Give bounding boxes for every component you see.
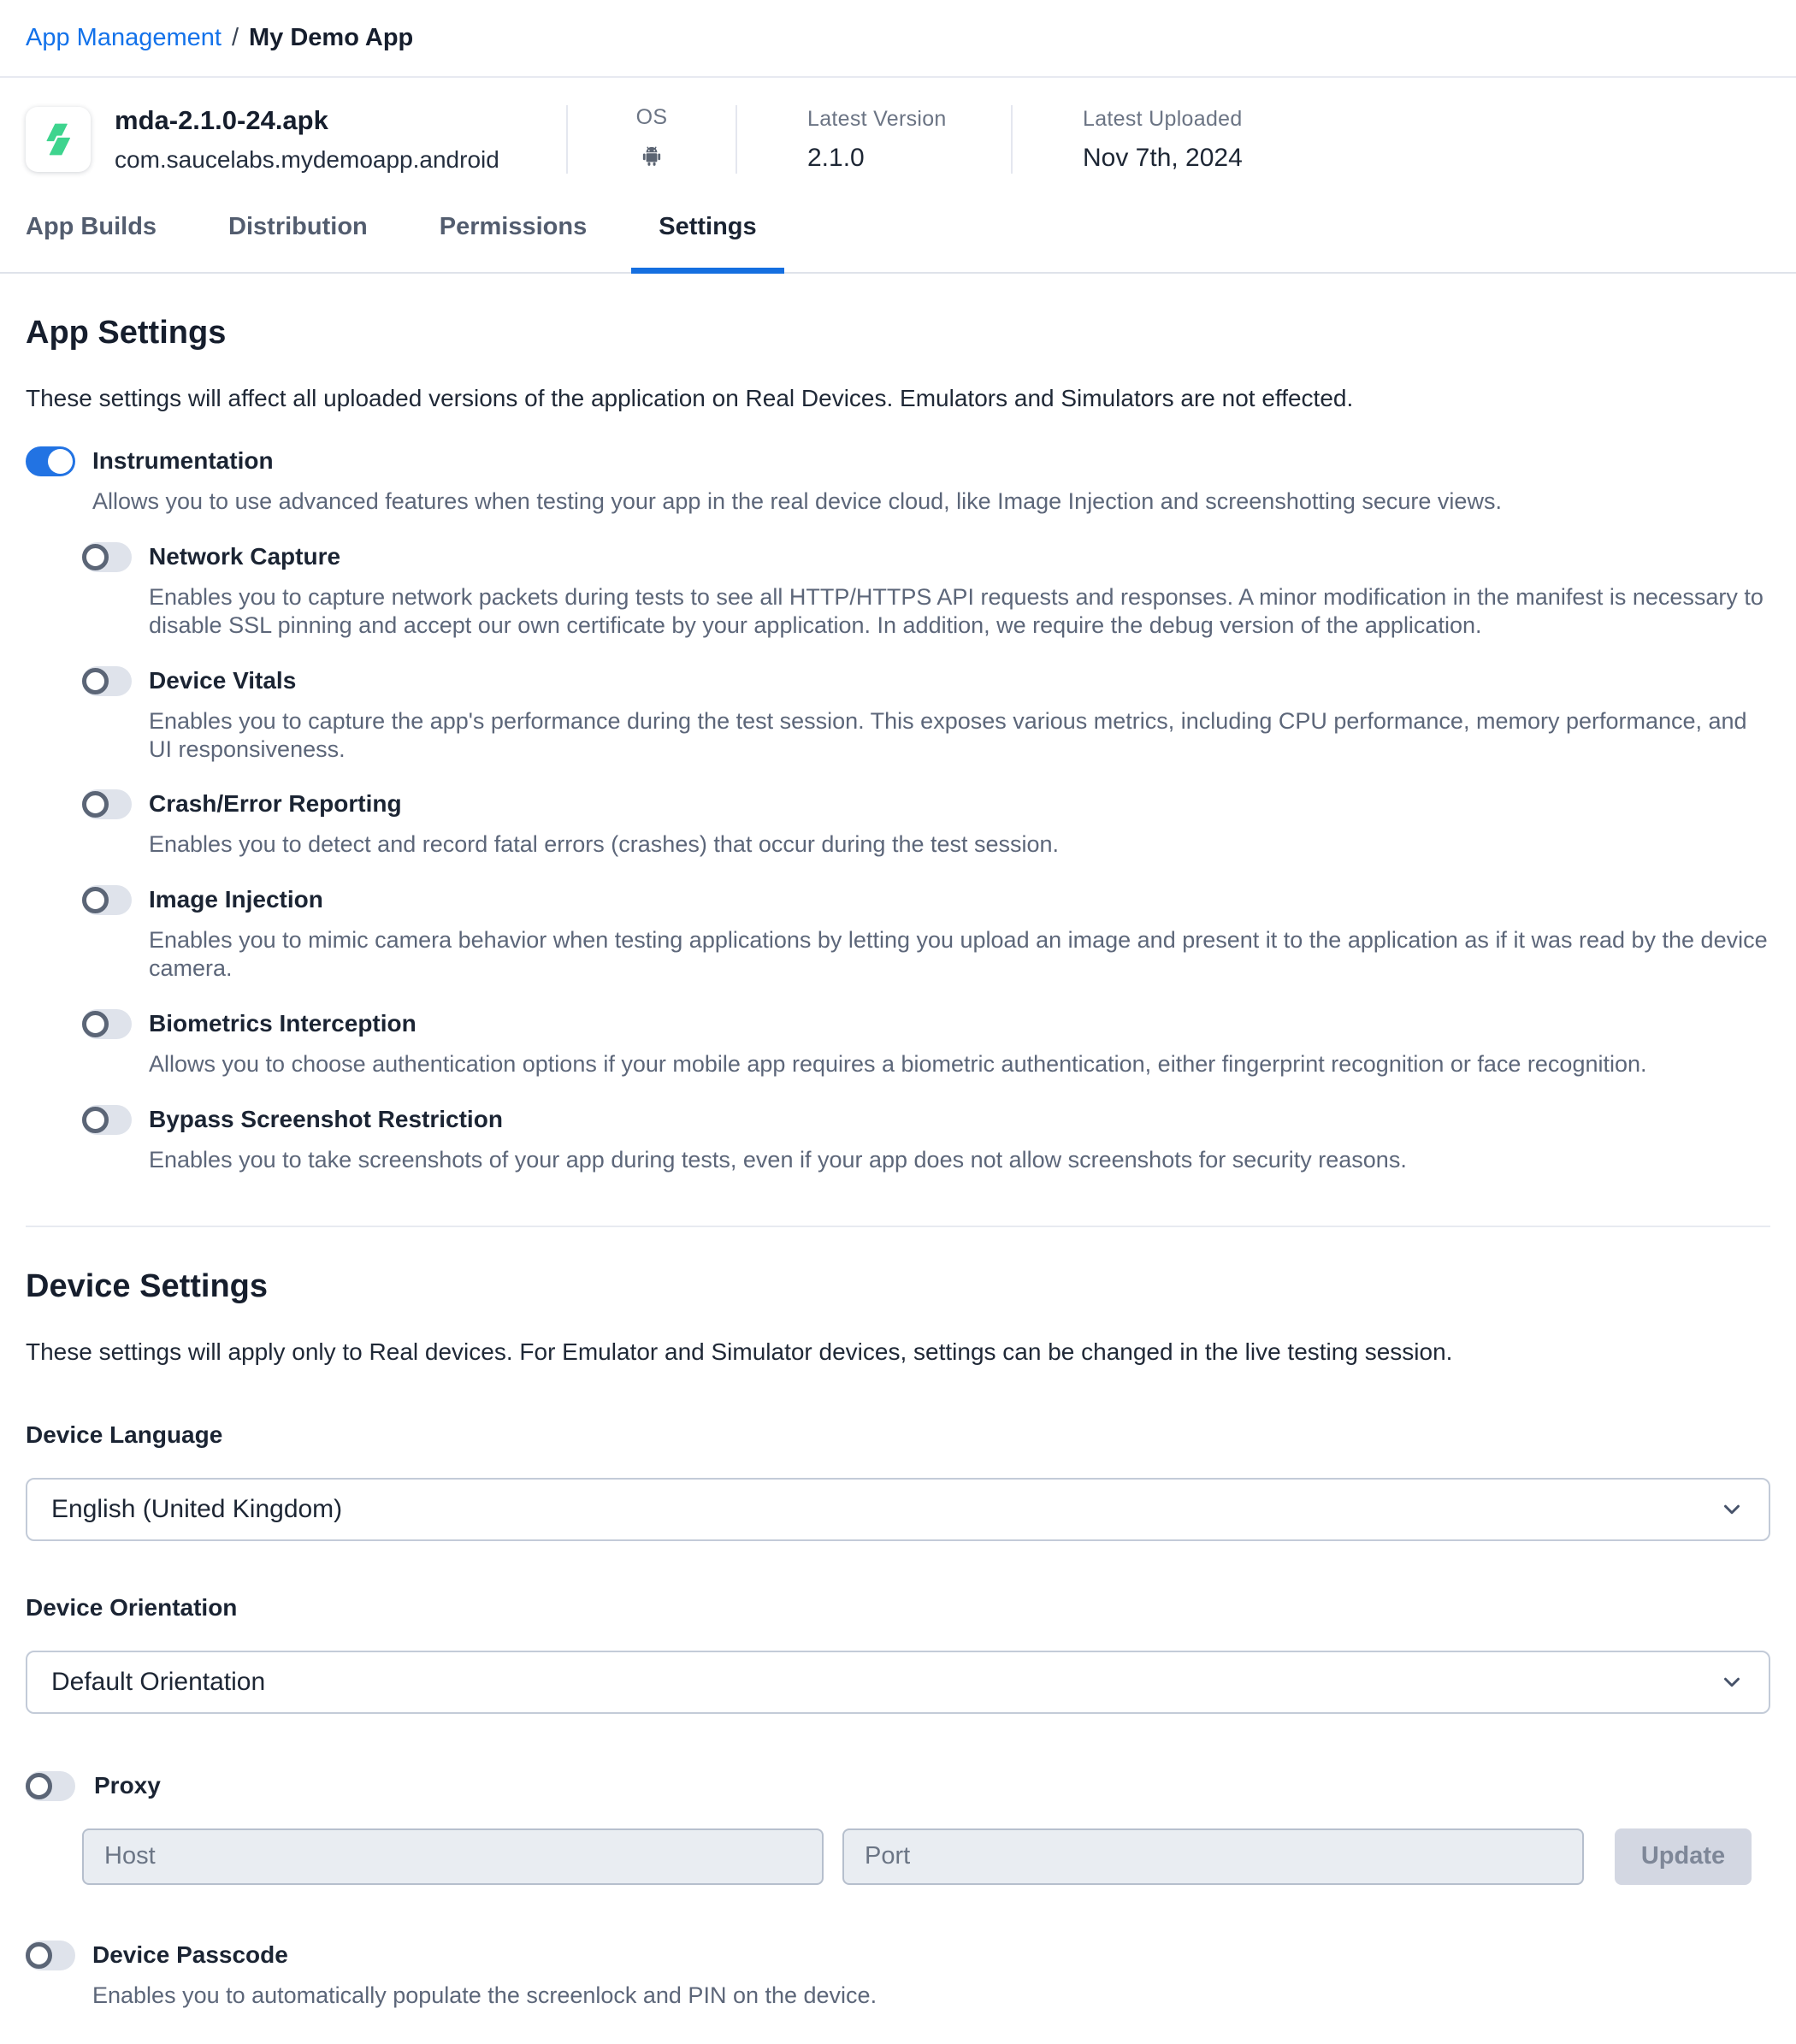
bypass-screenshot-restriction-description: Enables you to take screenshots of your app during tests, even if your app does not allow screenshots for security reasons. <box>149 1147 1407 1173</box>
device-settings-description: These settings will apply only to Real devices. For Emulator and Simulator devices, settings can be changed in the live testing session. <box>26 1338 1453 1366</box>
latest-version-value: 2.1.0 <box>807 143 865 172</box>
android-icon <box>638 142 665 174</box>
tab-bar <box>0 201 1796 274</box>
app-settings-title: App Settings <box>26 315 227 351</box>
toggle-knob <box>82 1107 109 1133</box>
toggle-knob <box>26 1773 52 1799</box>
device-passcode-toggle[interactable] <box>26 1941 75 1970</box>
instrumentation-description: Allows you to use advanced features when testing your app in the real device cloud, like Image Injection and screenshotting secure views. <box>92 487 1502 514</box>
breadcrumb-separator: / <box>231 24 239 51</box>
setting-crash-error-reporting <box>82 789 1770 859</box>
device-language-label: Device Language <box>26 1421 223 1448</box>
network-capture-toggle[interactable] <box>82 542 132 572</box>
instrumentation-toggle[interactable] <box>26 446 75 476</box>
device-passcode-label: Device Passcode <box>92 1941 288 1968</box>
proxy-inputs <box>82 1828 1752 1885</box>
crash-error-reporting-description: Enables you to detect and record fatal errors (crashes) that occur during the test session. <box>149 831 1060 858</box>
proxy-port-input[interactable] <box>842 1828 1584 1885</box>
crash-error-reporting-label: Crash/Error Reporting <box>149 790 402 818</box>
section-divider <box>26 1226 1770 1227</box>
os-label: OS <box>635 105 668 129</box>
toggle-knob <box>82 887 109 913</box>
network-capture-description: Enables you to capture network packets during tests to see all HTTP/HTTPS API requests and responses. A minor modification in the manifest is necessary to disable SSL pinning and accept our own certificate by your application. In addition, we require the debug version of the application. <box>149 583 1764 638</box>
toggle-knob <box>82 1011 109 1037</box>
chevron-down-icon <box>1719 1669 1745 1695</box>
settings-panel <box>0 315 1796 2010</box>
toggle-knob <box>82 544 109 570</box>
toggle-knob <box>82 668 109 694</box>
image-injection-label: Image Injection <box>149 886 323 913</box>
tab-permissions[interactable]: Permissions <box>439 213 588 240</box>
app-identity <box>26 105 566 174</box>
tab-app-builds[interactable]: App Builds <box>26 213 157 240</box>
device-language-select[interactable] <box>26 1478 1770 1541</box>
setting-instrumentation <box>26 446 1770 516</box>
breadcrumb <box>26 24 1770 52</box>
bypass-screenshot-restriction-toggle[interactable] <box>82 1105 132 1135</box>
app-file-name: mda-2.1.0-24.apk <box>115 105 328 135</box>
bypass-screenshot-restriction-label: Bypass Screenshot Restriction <box>149 1106 503 1133</box>
setting-network-capture <box>82 541 1770 640</box>
device-orientation-value: Default Orientation <box>51 1667 266 1696</box>
proxy-host-input[interactable] <box>82 1828 824 1885</box>
app-settings-description: These settings will affect all uploaded versions of the application on Real Devices. Emulators and Simulators are not effected. <box>26 385 1354 411</box>
setting-device-passcode <box>26 1940 1770 2010</box>
device-vitals-description: Enables you to capture the app's performance during the test session. This exposes various metrics, including CPU performance, memory performance, and UI responsiveness. <box>149 707 1747 762</box>
app-icon <box>26 107 91 172</box>
device-vitals-label: Device Vitals <box>149 666 297 694</box>
setting-proxy <box>26 1770 1770 1801</box>
app-os <box>568 105 736 174</box>
latest-uploaded <box>1013 107 1243 173</box>
latest-uploaded-value: Nov 7th, 2024 <box>1083 143 1243 172</box>
biometrics-interception-description: Allows you to choose authentication options if your mobile app requires a biometric authentication, either fingerprint recognition or face recognition. <box>149 1051 1647 1078</box>
setting-bypass-screenshot-restriction <box>82 1104 1770 1174</box>
setting-device-vitals <box>82 665 1770 764</box>
tab-settings[interactable]: Settings <box>659 201 756 272</box>
latest-version <box>737 107 1011 173</box>
toggle-knob <box>26 1942 52 1969</box>
image-injection-description: Enables you to mimic camera behavior when testing applications by letting you upload an image and present it to the application as if it was read by the device camera. <box>149 927 1768 982</box>
app-package-name: com.saucelabs.mydemoapp.android <box>115 146 499 173</box>
proxy-update-button[interactable]: Update <box>1615 1828 1752 1885</box>
device-vitals-toggle[interactable] <box>82 666 132 696</box>
crash-error-reporting-toggle[interactable] <box>82 789 132 819</box>
proxy-toggle[interactable] <box>26 1771 75 1801</box>
latest-uploaded-label: Latest Uploaded <box>1083 106 1243 131</box>
device-orientation-select[interactable] <box>26 1651 1770 1714</box>
instrumentation-label: Instrumentation <box>92 446 274 474</box>
device-passcode-description: Enables you to automatically populate the screenlock and PIN on the device. <box>92 1982 877 2008</box>
app-names <box>115 105 499 174</box>
device-orientation-label: Device Orientation <box>26 1593 238 1621</box>
tab-distribution[interactable]: Distribution <box>228 213 368 240</box>
biometrics-interception-label: Biometrics Interception <box>149 1010 417 1037</box>
biometrics-interception-toggle[interactable] <box>82 1009 132 1039</box>
app-settings-toggles <box>26 446 1770 1174</box>
app-header <box>0 78 1796 201</box>
device-settings-title: Device Settings <box>26 1268 268 1305</box>
device-language-value: English (United Kingdom) <box>51 1494 343 1523</box>
setting-biometrics-interception <box>82 1008 1770 1078</box>
image-injection-toggle[interactable] <box>82 885 132 915</box>
network-capture-label: Network Capture <box>149 542 341 570</box>
toggle-knob <box>82 791 109 818</box>
proxy-label: Proxy <box>94 1772 161 1799</box>
breadcrumb-link-app-management[interactable]: App Management <box>26 24 222 51</box>
breadcrumb-bar <box>0 0 1796 78</box>
breadcrumb-current: My Demo App <box>249 24 414 51</box>
chevron-down-icon <box>1719 1497 1745 1522</box>
latest-version-label: Latest Version <box>807 106 947 131</box>
setting-image-injection <box>82 884 1770 983</box>
toggle-knob <box>48 449 73 474</box>
